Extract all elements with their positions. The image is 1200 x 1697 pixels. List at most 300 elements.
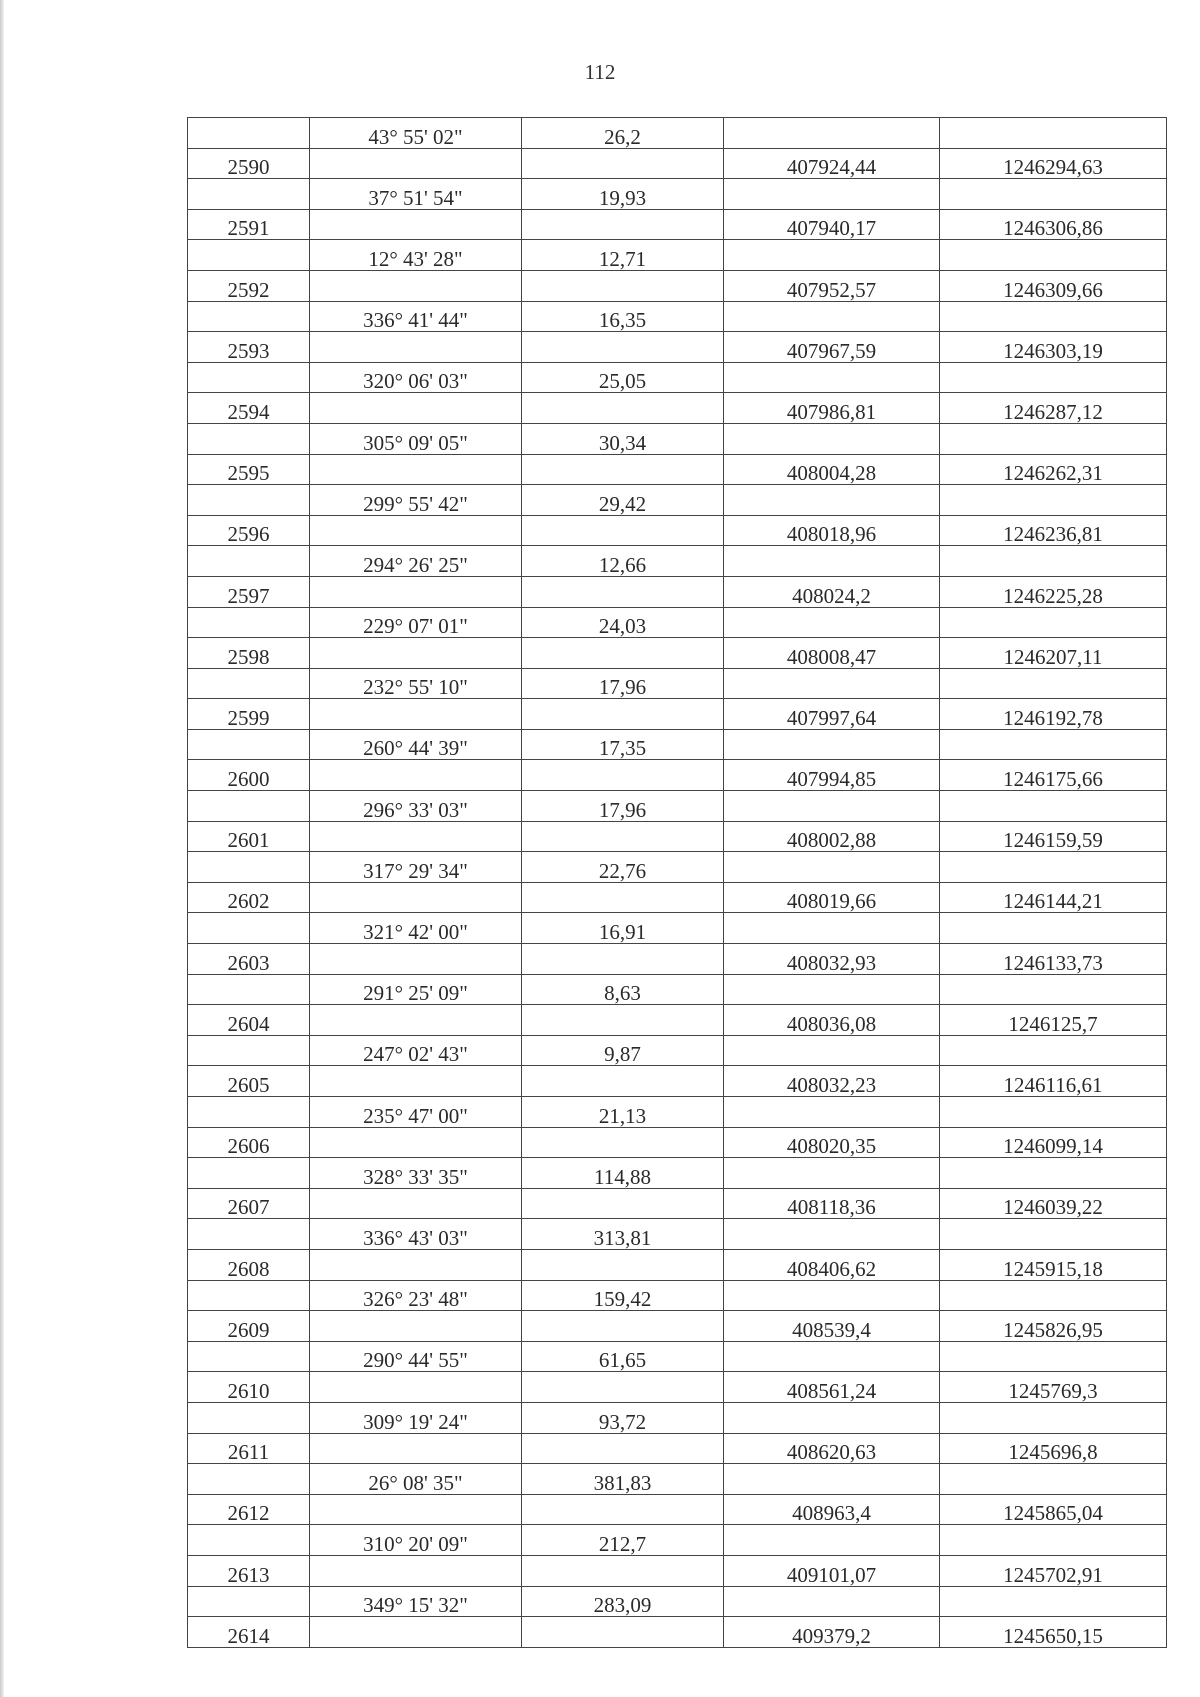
point-row — [188, 209, 1167, 240]
segment-row — [188, 118, 1167, 149]
direction-angle-cell: 326° 23' 48" — [310, 1280, 522, 1311]
y-coordinate-cell: 1246144,21 — [940, 882, 1167, 913]
length-cell: 16,91 — [522, 913, 724, 944]
direction-angle-cell — [310, 1127, 522, 1158]
direction-angle-cell — [310, 454, 522, 485]
length-cell — [522, 699, 724, 730]
x-coordinate-cell: 408032,23 — [724, 1066, 940, 1097]
length-cell — [522, 1311, 724, 1342]
length-cell — [522, 393, 724, 424]
length-cell: 19,93 — [522, 179, 724, 210]
y-coordinate-cell: 1245865,04 — [940, 1494, 1167, 1525]
x-coordinate-cell: 407952,57 — [724, 270, 940, 301]
y-coordinate-cell: 1245769,3 — [940, 1372, 1167, 1403]
direction-angle-cell — [310, 1311, 522, 1342]
length-cell — [522, 332, 724, 363]
y-coordinate-cell: 1246116,61 — [940, 1066, 1167, 1097]
point-number-cell — [188, 301, 310, 332]
point-number-cell: 2614 — [188, 1617, 310, 1648]
point-number-cell — [188, 546, 310, 577]
length-cell: 381,83 — [522, 1464, 724, 1495]
y-coordinate-cell: 1245915,18 — [940, 1249, 1167, 1280]
y-coordinate-cell — [940, 301, 1167, 332]
segment-row — [188, 729, 1167, 760]
point-number-cell — [188, 913, 310, 944]
x-coordinate-cell — [724, 1464, 940, 1495]
x-coordinate-cell — [724, 301, 940, 332]
segment-row — [188, 240, 1167, 271]
y-coordinate-cell — [940, 1280, 1167, 1311]
direction-angle-cell — [310, 1249, 522, 1280]
length-cell — [522, 638, 724, 669]
point-number-cell: 2606 — [188, 1127, 310, 1158]
direction-angle-cell: 291° 25' 09" — [310, 974, 522, 1005]
length-cell — [522, 209, 724, 240]
direction-angle-cell: 12° 43' 28" — [310, 240, 522, 271]
x-coordinate-cell: 408118,36 — [724, 1188, 940, 1219]
direction-angle-cell — [310, 515, 522, 546]
point-number-cell — [188, 1464, 310, 1495]
direction-angle-cell: 305° 09' 05" — [310, 423, 522, 454]
segment-row — [188, 1464, 1167, 1495]
segment-row — [188, 913, 1167, 944]
x-coordinate-cell — [724, 1402, 940, 1433]
point-number-cell: 2601 — [188, 821, 310, 852]
y-coordinate-cell: 1246192,78 — [940, 699, 1167, 730]
x-coordinate-cell — [724, 852, 940, 883]
x-coordinate-cell: 407940,17 — [724, 209, 940, 240]
segment-row — [188, 485, 1167, 516]
length-cell: 61,65 — [522, 1341, 724, 1372]
x-coordinate-cell: 408004,28 — [724, 454, 940, 485]
length-cell: 29,42 — [522, 485, 724, 516]
length-cell — [522, 760, 724, 791]
x-coordinate-cell: 408620,63 — [724, 1433, 940, 1464]
point-number-cell — [188, 240, 310, 271]
direction-angle-cell — [310, 821, 522, 852]
length-cell — [522, 454, 724, 485]
point-row — [188, 1249, 1167, 1280]
y-coordinate-cell — [940, 607, 1167, 638]
point-row — [188, 1433, 1167, 1464]
point-number-cell — [188, 179, 310, 210]
direction-angle-cell — [310, 209, 522, 240]
point-number-cell: 2597 — [188, 576, 310, 607]
y-coordinate-cell — [940, 423, 1167, 454]
point-number-cell: 2602 — [188, 882, 310, 913]
point-number-cell: 2594 — [188, 393, 310, 424]
direction-angle-cell: 43° 55' 02" — [310, 118, 522, 149]
length-cell — [522, 1249, 724, 1280]
length-cell: 114,88 — [522, 1158, 724, 1189]
segment-row — [188, 1097, 1167, 1128]
y-coordinate-cell: 1246039,22 — [940, 1188, 1167, 1219]
length-cell: 17,96 — [522, 668, 724, 699]
length-cell: 21,13 — [522, 1097, 724, 1128]
segment-row — [188, 1035, 1167, 1066]
length-cell: 24,03 — [522, 607, 724, 638]
x-coordinate-cell: 407986,81 — [724, 393, 940, 424]
segment-row — [188, 1525, 1167, 1556]
direction-angle-cell: 294° 26' 25" — [310, 546, 522, 577]
x-coordinate-cell — [724, 1097, 940, 1128]
segment-row — [188, 423, 1167, 454]
y-coordinate-cell — [940, 485, 1167, 516]
direction-angle-cell — [310, 638, 522, 669]
point-row — [188, 699, 1167, 730]
x-coordinate-cell: 408024,2 — [724, 576, 940, 607]
segment-row — [188, 1586, 1167, 1617]
segment-row — [188, 668, 1167, 699]
y-coordinate-cell: 1246306,86 — [940, 209, 1167, 240]
segment-row — [188, 179, 1167, 210]
length-cell — [522, 1066, 724, 1097]
y-coordinate-cell: 1246125,7 — [940, 1005, 1167, 1036]
y-coordinate-cell — [940, 852, 1167, 883]
y-coordinate-cell — [940, 1464, 1167, 1495]
length-cell: 17,96 — [522, 791, 724, 822]
point-number-cell — [188, 974, 310, 1005]
direction-angle-cell — [310, 1555, 522, 1586]
y-coordinate-cell — [940, 118, 1167, 149]
x-coordinate-cell: 407994,85 — [724, 760, 940, 791]
direction-angle-cell — [310, 1494, 522, 1525]
length-cell: 8,63 — [522, 974, 724, 1005]
point-row — [188, 454, 1167, 485]
length-cell: 12,71 — [522, 240, 724, 271]
point-number-cell: 2591 — [188, 209, 310, 240]
direction-angle-cell: 235° 47' 00" — [310, 1097, 522, 1128]
direction-angle-cell — [310, 699, 522, 730]
segment-row — [188, 791, 1167, 822]
point-row — [188, 882, 1167, 913]
point-number-cell: 2612 — [188, 1494, 310, 1525]
direction-angle-cell — [310, 1066, 522, 1097]
direction-angle-cell — [310, 576, 522, 607]
direction-angle-cell: 260° 44' 39" — [310, 729, 522, 760]
y-coordinate-cell: 1245826,95 — [940, 1311, 1167, 1342]
point-number-cell: 2596 — [188, 515, 310, 546]
y-coordinate-cell: 1246236,81 — [940, 515, 1167, 546]
length-cell: 12,66 — [522, 546, 724, 577]
segment-row — [188, 974, 1167, 1005]
y-coordinate-cell — [940, 1586, 1167, 1617]
x-coordinate-cell: 409379,2 — [724, 1617, 940, 1648]
y-coordinate-cell — [940, 179, 1167, 210]
x-coordinate-cell — [724, 913, 940, 944]
y-coordinate-cell — [940, 668, 1167, 699]
direction-angle-cell — [310, 1617, 522, 1648]
length-cell — [522, 576, 724, 607]
point-row — [188, 760, 1167, 791]
segment-row — [188, 1280, 1167, 1311]
length-cell — [522, 148, 724, 179]
direction-angle-cell: 310° 20' 09" — [310, 1525, 522, 1556]
point-row — [188, 1311, 1167, 1342]
point-number-cell: 2590 — [188, 148, 310, 179]
x-coordinate-cell — [724, 179, 940, 210]
y-coordinate-cell — [940, 1097, 1167, 1128]
direction-angle-cell: 37° 51' 54" — [310, 179, 522, 210]
direction-angle-cell: 336° 41' 44" — [310, 301, 522, 332]
direction-angle-cell: 320° 06' 03" — [310, 362, 522, 393]
point-number-cell: 2595 — [188, 454, 310, 485]
point-number-cell: 2609 — [188, 1311, 310, 1342]
length-cell: 22,76 — [522, 852, 724, 883]
x-coordinate-cell: 407997,64 — [724, 699, 940, 730]
length-cell — [522, 821, 724, 852]
point-number-cell: 2607 — [188, 1188, 310, 1219]
y-coordinate-cell: 1245650,15 — [940, 1617, 1167, 1648]
x-coordinate-cell: 408406,62 — [724, 1249, 940, 1280]
point-number-cell — [188, 1097, 310, 1128]
point-number-cell: 2610 — [188, 1372, 310, 1403]
point-number-cell: 2611 — [188, 1433, 310, 1464]
length-cell — [522, 1005, 724, 1036]
direction-angle-cell: 349° 15' 32" — [310, 1586, 522, 1617]
length-cell: 9,87 — [522, 1035, 724, 1066]
length-cell: 159,42 — [522, 1280, 724, 1311]
point-number-cell — [188, 668, 310, 699]
point-number-cell — [188, 791, 310, 822]
coordinates-table — [187, 117, 1167, 1648]
direction-angle-cell: 232° 55' 10" — [310, 668, 522, 699]
y-coordinate-cell: 1246309,66 — [940, 270, 1167, 301]
x-coordinate-cell: 408002,88 — [724, 821, 940, 852]
length-cell: 212,7 — [522, 1525, 724, 1556]
direction-angle-cell: 328° 33' 35" — [310, 1158, 522, 1189]
x-coordinate-cell — [724, 1035, 940, 1066]
x-coordinate-cell — [724, 974, 940, 1005]
direction-angle-cell — [310, 760, 522, 791]
y-coordinate-cell — [940, 729, 1167, 760]
x-coordinate-cell — [724, 729, 940, 760]
x-coordinate-cell — [724, 1219, 940, 1250]
y-coordinate-cell — [940, 913, 1167, 944]
point-row — [188, 1066, 1167, 1097]
y-coordinate-cell: 1245696,8 — [940, 1433, 1167, 1464]
x-coordinate-cell: 408020,35 — [724, 1127, 940, 1158]
x-coordinate-cell — [724, 546, 940, 577]
x-coordinate-cell: 408561,24 — [724, 1372, 940, 1403]
direction-angle-cell: 296° 33' 03" — [310, 791, 522, 822]
direction-angle-cell: 26° 08' 35" — [310, 1464, 522, 1495]
point-number-cell — [188, 729, 310, 760]
direction-angle-cell — [310, 944, 522, 975]
point-number-cell: 2605 — [188, 1066, 310, 1097]
y-coordinate-cell — [940, 791, 1167, 822]
segment-row — [188, 852, 1167, 883]
y-coordinate-cell — [940, 546, 1167, 577]
length-cell — [522, 1188, 724, 1219]
y-coordinate-cell — [940, 240, 1167, 271]
point-row — [188, 1372, 1167, 1403]
direction-angle-cell: 299° 55' 42" — [310, 485, 522, 516]
point-row — [188, 1127, 1167, 1158]
x-coordinate-cell — [724, 668, 940, 699]
x-coordinate-cell: 408963,4 — [724, 1494, 940, 1525]
point-number-cell — [188, 362, 310, 393]
y-coordinate-cell: 1245702,91 — [940, 1555, 1167, 1586]
point-number-cell — [188, 423, 310, 454]
length-cell — [522, 270, 724, 301]
length-cell: 313,81 — [522, 1219, 724, 1250]
point-number-cell: 2598 — [188, 638, 310, 669]
direction-angle-cell — [310, 1005, 522, 1036]
direction-angle-cell — [310, 332, 522, 363]
direction-angle-cell: 229° 07' 01" — [310, 607, 522, 638]
y-coordinate-cell — [940, 1341, 1167, 1372]
y-coordinate-cell — [940, 1219, 1167, 1250]
y-coordinate-cell: 1246262,31 — [940, 454, 1167, 485]
x-coordinate-cell: 408032,93 — [724, 944, 940, 975]
x-coordinate-cell — [724, 1158, 940, 1189]
point-number-cell — [188, 1586, 310, 1617]
point-row — [188, 1617, 1167, 1648]
length-cell — [522, 1494, 724, 1525]
point-row — [188, 515, 1167, 546]
x-coordinate-cell: 408018,96 — [724, 515, 940, 546]
y-coordinate-cell — [940, 1035, 1167, 1066]
point-row — [188, 393, 1167, 424]
point-number-cell: 2604 — [188, 1005, 310, 1036]
y-coordinate-cell: 1246303,19 — [940, 332, 1167, 363]
point-number-cell: 2608 — [188, 1249, 310, 1280]
x-coordinate-cell: 408539,4 — [724, 1311, 940, 1342]
y-coordinate-cell: 1246099,14 — [940, 1127, 1167, 1158]
segment-row — [188, 1341, 1167, 1372]
length-cell — [522, 1555, 724, 1586]
x-coordinate-cell: 407967,59 — [724, 332, 940, 363]
y-coordinate-cell: 1246287,12 — [940, 393, 1167, 424]
length-cell: 26,2 — [522, 118, 724, 149]
point-number-cell — [188, 485, 310, 516]
x-coordinate-cell — [724, 362, 940, 393]
segment-row — [188, 1402, 1167, 1433]
length-cell: 16,35 — [522, 301, 724, 332]
y-coordinate-cell: 1246175,66 — [940, 760, 1167, 791]
direction-angle-cell — [310, 270, 522, 301]
x-coordinate-cell — [724, 1280, 940, 1311]
direction-angle-cell: 317° 29' 34" — [310, 852, 522, 883]
x-coordinate-cell: 407924,44 — [724, 148, 940, 179]
point-number-cell — [188, 1402, 310, 1433]
direction-angle-cell: 247° 02' 43" — [310, 1035, 522, 1066]
x-coordinate-cell: 408036,08 — [724, 1005, 940, 1036]
point-number-cell — [188, 607, 310, 638]
length-cell: 17,35 — [522, 729, 724, 760]
point-number-cell — [188, 118, 310, 149]
point-row — [188, 148, 1167, 179]
point-number-cell — [188, 1158, 310, 1189]
y-coordinate-cell: 1246294,63 — [940, 148, 1167, 179]
point-number-cell — [188, 852, 310, 883]
y-coordinate-cell: 1246159,59 — [940, 821, 1167, 852]
length-cell — [522, 1372, 724, 1403]
length-cell — [522, 515, 724, 546]
point-row — [188, 576, 1167, 607]
point-row — [188, 638, 1167, 669]
x-coordinate-cell: 408008,47 — [724, 638, 940, 669]
point-row — [188, 1494, 1167, 1525]
segment-row — [188, 362, 1167, 393]
y-coordinate-cell — [940, 1402, 1167, 1433]
y-coordinate-cell — [940, 1158, 1167, 1189]
point-number-cell — [188, 1219, 310, 1250]
point-number-cell: 2599 — [188, 699, 310, 730]
length-cell: 25,05 — [522, 362, 724, 393]
segment-row — [188, 607, 1167, 638]
segment-row — [188, 301, 1167, 332]
x-coordinate-cell — [724, 423, 940, 454]
y-coordinate-cell: 1246133,73 — [940, 944, 1167, 975]
y-coordinate-cell — [940, 974, 1167, 1005]
x-coordinate-cell — [724, 1341, 940, 1372]
point-row — [188, 1188, 1167, 1219]
direction-angle-cell — [310, 882, 522, 913]
y-coordinate-cell — [940, 362, 1167, 393]
direction-angle-cell: 336° 43' 03" — [310, 1219, 522, 1250]
segment-row — [188, 1158, 1167, 1189]
point-row — [188, 821, 1167, 852]
x-coordinate-cell: 408019,66 — [724, 882, 940, 913]
direction-angle-cell — [310, 1433, 522, 1464]
x-coordinate-cell — [724, 1586, 940, 1617]
point-number-cell: 2600 — [188, 760, 310, 791]
x-coordinate-cell — [724, 118, 940, 149]
x-coordinate-cell — [724, 791, 940, 822]
direction-angle-cell: 309° 19' 24" — [310, 1402, 522, 1433]
point-number-cell — [188, 1341, 310, 1372]
point-number-cell: 2603 — [188, 944, 310, 975]
point-number-cell: 2593 — [188, 332, 310, 363]
direction-angle-cell: 290° 44' 55" — [310, 1341, 522, 1372]
length-cell: 93,72 — [522, 1402, 724, 1433]
coordinates-table-body — [188, 118, 1167, 1648]
length-cell — [522, 1127, 724, 1158]
x-coordinate-cell: 409101,07 — [724, 1555, 940, 1586]
page-number: 112 — [584, 60, 616, 84]
x-coordinate-cell — [724, 607, 940, 638]
y-coordinate-cell: 1246207,11 — [940, 638, 1167, 669]
segment-row — [188, 546, 1167, 577]
direction-angle-cell — [310, 393, 522, 424]
length-cell: 283,09 — [522, 1586, 724, 1617]
direction-angle-cell — [310, 1372, 522, 1403]
length-cell — [522, 1617, 724, 1648]
point-row — [188, 332, 1167, 363]
length-cell — [522, 1433, 724, 1464]
point-row — [188, 944, 1167, 975]
point-number-cell — [188, 1035, 310, 1066]
direction-angle-cell: 321° 42' 00" — [310, 913, 522, 944]
direction-angle-cell — [310, 1188, 522, 1219]
point-number-cell: 2592 — [188, 270, 310, 301]
length-cell — [522, 882, 724, 913]
segment-row — [188, 1219, 1167, 1250]
direction-angle-cell — [310, 148, 522, 179]
x-coordinate-cell — [724, 485, 940, 516]
length-cell — [522, 944, 724, 975]
point-row — [188, 1005, 1167, 1036]
x-coordinate-cell — [724, 240, 940, 271]
point-number-cell — [188, 1280, 310, 1311]
point-number-cell: 2613 — [188, 1555, 310, 1586]
y-coordinate-cell: 1246225,28 — [940, 576, 1167, 607]
point-row — [188, 1555, 1167, 1586]
scan-edge — [0, 0, 4, 1697]
point-row — [188, 270, 1167, 301]
